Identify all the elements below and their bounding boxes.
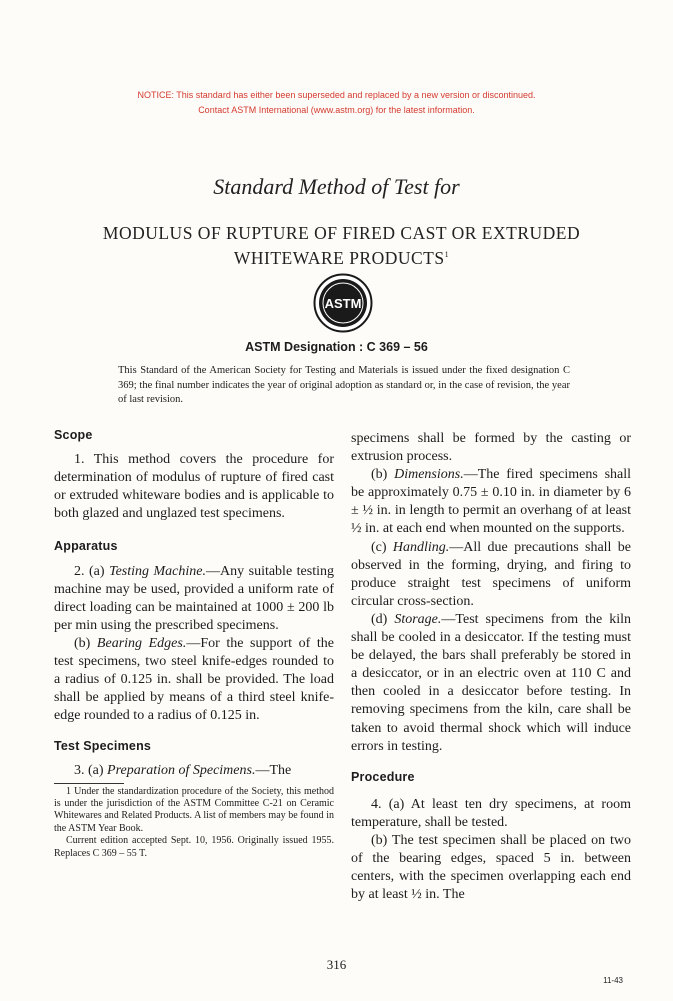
footnote-2: Current edition accepted Sept. 10, 1956. Originally issued 1955. Replaces C 369 – 55 T. [54,835,334,859]
notice-line-1: NOTICE: This standard has either been superseded and replaced by a new version or discontinued. [137,90,536,100]
footnote-1: 1 Under the standardization procedure of the Society, this method is under the jurisdiction of the ASTM Committee C-21 on Ceramic Whitewares and Related Products. A list of members may be found in the ASTM Year Book. [54,785,334,834]
footnotes [54,786,334,860]
notice-line-2: Contact ASTM International (www.astm.org) for the latest information. [198,105,475,115]
dimensions-paragraph: (b) Dimensions.—The fired specimens shall be approximately 0.75 ± 0.10 in. in diameter by 6 ± ½ in. in length to permit an overhang of at least ½ in. at each end when mounted on the supports. [351,467,632,537]
subtitle-line-2 [50,244,633,269]
testing-machine-paragraph: 2. (a) Testing Machine.—Any suitable testing machine may be used, provided a uniform rate of direct loading can be maintained at 1000 ± 200 lb per min using the prescribed specimens. [54,563,334,633]
page-code: 11-43 [603,976,623,985]
apparatus-heading: Apparatus [54,539,118,554]
subtitle-line-1: MODULUS OF RUPTURE OF FIRED CAST OR EXTRUDED [102,223,581,243]
astm-designation: ASTM Designation : C 369 – 56 [245,340,428,354]
left-column [54,426,334,860]
handling-paragraph: (c) Handling.—All due precautions shall be observed in the forming, drying, and firing to produce straight test specimens of uniform circular cross-section. [351,539,631,609]
document-subtitle [50,222,633,269]
footnote-rule [54,783,124,784]
scope-heading: Scope [54,428,93,442]
test-specimens-heading: Test Specimens [54,739,152,754]
page-number: 316 [326,957,347,972]
astm-logo [313,273,373,333]
scope-paragraph: 1. This method covers the procedure for determination of modulus of rupture of fired cast or extruded whiteware bodies and is applicable to both glazed and unglazed test specimens. [54,452,334,522]
procedure-paragraph-b: (b) The test specimen shall be placed on two of the bearing edges, spaced 5 in. between centers, with the specimen overlapping each end by at least ½ in. The [351,832,631,903]
preparation-continued: specimens shall be formed by the casting or extrusion process. [351,431,631,465]
right-column [351,430,631,904]
intro-paragraph: This Standard of the American Society for Testing and Materials is issued under the fixed designation C 369; the final number indicates the year of original adoption as standard or, in the case of revision, the year of last revision. [118,365,570,405]
preparation-paragraph: 3. (a) Preparation of Specimens.—The [74,762,292,778]
notice-banner [0,88,673,118]
procedure-heading: Procedure [351,769,415,784]
document-title: Standard Method of Test for [213,174,460,199]
bearing-edges-paragraph: (b) Bearing Edges.—For the support of the test specimens, two steel knife-edges rounded to a radius of 0.125 in. shall be provided. The load shall be applied by means of a third steel knife-edge rounded to a radius of 0.125 in. [54,635,334,724]
logo-text: ASTM [324,296,362,311]
subtitle-line-2-text: WHITEWARE PRODUCTS [233,247,445,268]
subtitle-footnote-mark: 1 [444,250,450,259]
storage-paragraph: (d) Storage.—Test specimens from the kiln shall be cooled in a desiccator. If the testing must be delayed, the bars shall preferably be stored in a desiccator, or in an electric oven at 110 C and then cooled in a desiccator before testing. In removing specimens from the kiln, care shall be taken to avoid thermal shock which will induce errors in testing. [351,611,631,754]
procedure-paragraph-a: 4. (a) At least ten dry specimens, at room temperature, shall be tested. [351,796,631,830]
